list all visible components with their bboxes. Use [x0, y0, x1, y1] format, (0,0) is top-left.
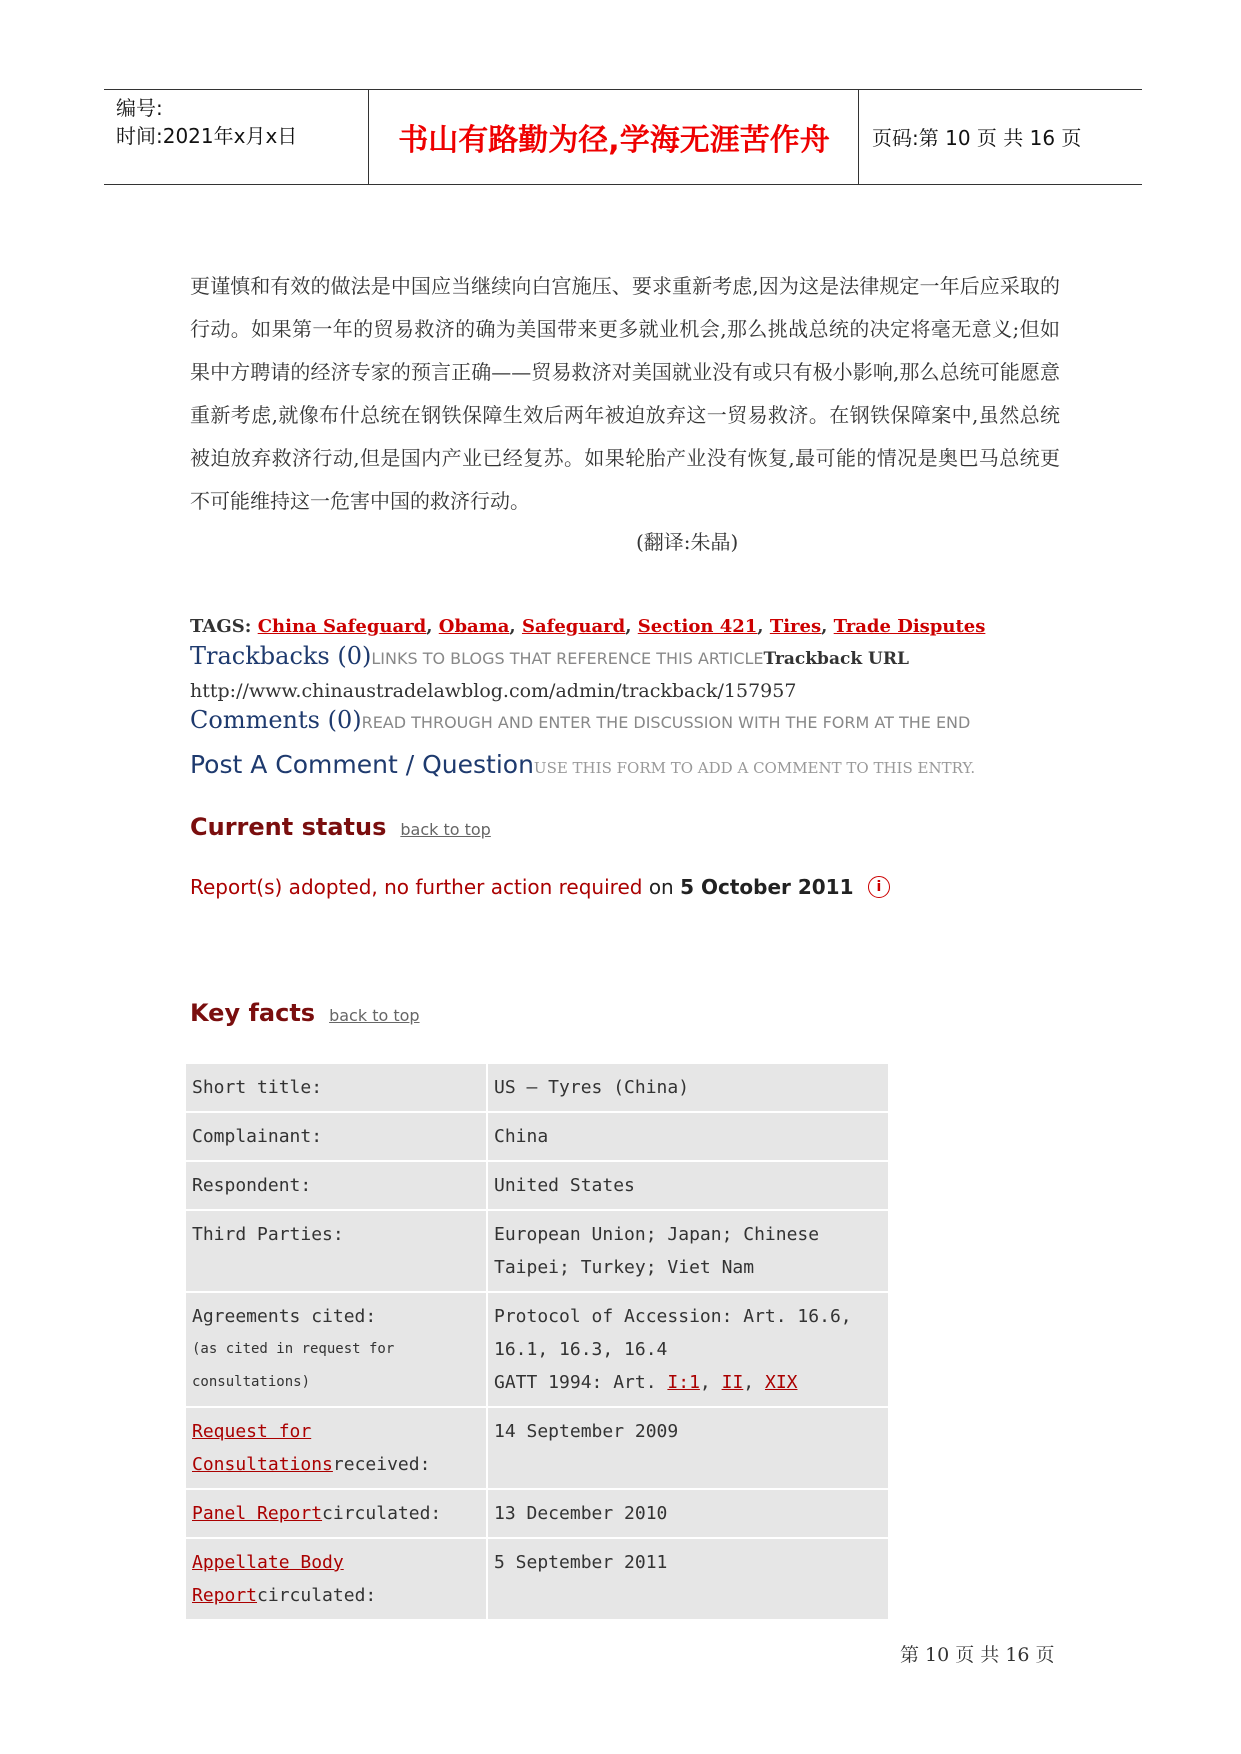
info-icon[interactable]: i	[868, 876, 890, 898]
gatt-article-link[interactable]: II	[721, 1372, 744, 1393]
tags-line: TAGS: China Safeguard, Obama, Safeguard, Section 421, Tires, Trade Disputes	[190, 616, 986, 637]
panel-cell	[185, 1489, 487, 1538]
short-title-label: Short title:	[185, 1063, 487, 1112]
panel-suffix: circulated:	[322, 1503, 442, 1524]
trackbacks-title: Trackbacks (0)	[190, 642, 372, 670]
table-row	[185, 1063, 889, 1112]
tags-label: TAGS:	[190, 616, 252, 637]
table-row	[185, 1161, 889, 1210]
request-suffix: received:	[332, 1454, 431, 1475]
gatt-article-link[interactable]: I:1	[667, 1372, 700, 1393]
key-facts-heading	[190, 999, 420, 1027]
body-paragraph: 更谨慎和有效的做法是中国应当继续向白宫施压、要求重新考虑,因为这是法律规定一年后应采取的行动。如果第一年的贸易救济的确为美国带来更多就业机会,那么挑战总统的决定将毫无意义;但如果中方聘请的经济专家的预言正确——贸易救济对美国就业没有或只有极小影响,那么总统可能愿意重新考虑,就像布什总统在钢铁保障生效后两年被迫放弃这一贸易救济。在钢铁保障案中,虽然总统被迫放弃救济行动,但是国内产业已经复苏。如果轮胎产业没有恢复,最可能的情况是奥巴马总统更不可能维持这一危害中国的救济行动。	[190, 274, 1060, 513]
tag-link[interactable]: Safeguard	[521, 616, 626, 637]
translator-credit: (翻译:朱晶)	[636, 530, 739, 554]
comments-heading	[190, 706, 970, 734]
trackback-url-label: Trackback URL	[763, 649, 909, 669]
request-date: 14 September 2009	[487, 1407, 889, 1489]
tag-link[interactable]: Section 421	[637, 616, 758, 637]
tag-link[interactable]: Obama	[438, 616, 510, 637]
tag-link[interactable]: Tires	[769, 616, 822, 637]
time-label: 时间:2021年x月x日	[116, 124, 298, 148]
status-on-word: on	[648, 875, 674, 899]
current-status-title: Current status	[190, 813, 387, 841]
agreements-label: Agreements cited:	[192, 1306, 377, 1327]
agreements-protocol: Protocol of Accession: Art. 16.6, 16.1, 16.3, 16.4	[494, 1306, 852, 1360]
header-divider	[858, 90, 859, 184]
tag-link[interactable]: China Safeguard	[257, 616, 427, 637]
post-comment-title: Post A Comment / Question	[190, 750, 534, 779]
header-page-label: 页码:第 10 页 共 16 页	[872, 126, 1082, 150]
status-text: Report(s) adopted, no further action required	[190, 875, 643, 899]
complainant-label: Complainant:	[185, 1112, 487, 1161]
table-row	[185, 1112, 889, 1161]
table-row	[185, 1292, 889, 1407]
short-title-value: US — Tyres (China)	[487, 1063, 889, 1112]
table-row	[185, 1407, 889, 1489]
gatt-prefix: GATT 1994: Art.	[494, 1372, 657, 1393]
respondent-label: Respondent:	[185, 1161, 487, 1210]
third-parties-label: Third Parties:	[185, 1210, 487, 1292]
appellate-suffix: circulated:	[257, 1585, 377, 1606]
header-divider	[368, 90, 369, 184]
status-line	[190, 875, 890, 899]
table-row	[185, 1538, 889, 1620]
key-facts-table	[184, 1062, 890, 1621]
agreements-value-cell	[487, 1292, 889, 1407]
trackbacks-heading	[190, 642, 909, 670]
post-comment-heading	[190, 750, 975, 779]
appellate-date: 5 September 2011	[487, 1538, 889, 1620]
panel-date: 13 December 2010	[487, 1489, 889, 1538]
trackback-url: http://www.chinaustradelawblog.com/admin/trackback/157957	[190, 680, 797, 702]
agreements-cell	[185, 1292, 487, 1407]
respondent-value: United States	[487, 1161, 889, 1210]
post-comment-subtitle: USE THIS FORM TO ADD A COMMENT TO THIS ENTRY.	[533, 759, 976, 777]
panel-report-link[interactable]: Panel Report	[192, 1503, 323, 1524]
comments-subtitle: READ THROUGH AND ENTER THE DISCUSSION WITH THE FORM AT THE END	[361, 713, 971, 732]
table-row	[185, 1489, 889, 1538]
appellate-cell	[185, 1538, 487, 1620]
comments-title: Comments (0)	[190, 706, 362, 734]
third-parties-value: European Union; Japan; Chinese Taipei; Turkey; Viet Nam	[487, 1210, 889, 1292]
page-header	[104, 89, 1142, 185]
table-row	[185, 1210, 889, 1292]
tag-link[interactable]: Trade Disputes	[833, 616, 986, 637]
current-status-heading	[190, 813, 491, 841]
request-consultations-link[interactable]: Request for Consultations	[192, 1421, 333, 1475]
request-cell	[185, 1407, 487, 1489]
key-facts-title: Key facts	[190, 999, 316, 1027]
gatt-article-link[interactable]: XIX	[764, 1372, 798, 1393]
complainant-value: China	[487, 1112, 889, 1161]
header-motto: 书山有路勤为径,学海无涯苦作舟	[398, 123, 830, 158]
header-meta	[116, 94, 361, 150]
back-to-top-link[interactable]: back to top	[329, 1006, 420, 1025]
number-label: 编号:	[116, 96, 163, 120]
appellate-body-report-link[interactable]: Appellate Body Report	[192, 1552, 344, 1606]
page-footer: 第 10 页 共 16 页	[900, 1644, 1055, 1666]
agreements-note: (as cited in request for consultations)	[192, 1341, 395, 1390]
agreements-gatt: GATT 1994: Art. I:1, II, XIX	[494, 1372, 798, 1393]
status-date: 5 October 2011	[680, 875, 854, 899]
trackbacks-subtitle: LINKS TO BLOGS THAT REFERENCE THIS ARTICLE	[371, 649, 764, 668]
back-to-top-link[interactable]: back to top	[400, 820, 491, 839]
